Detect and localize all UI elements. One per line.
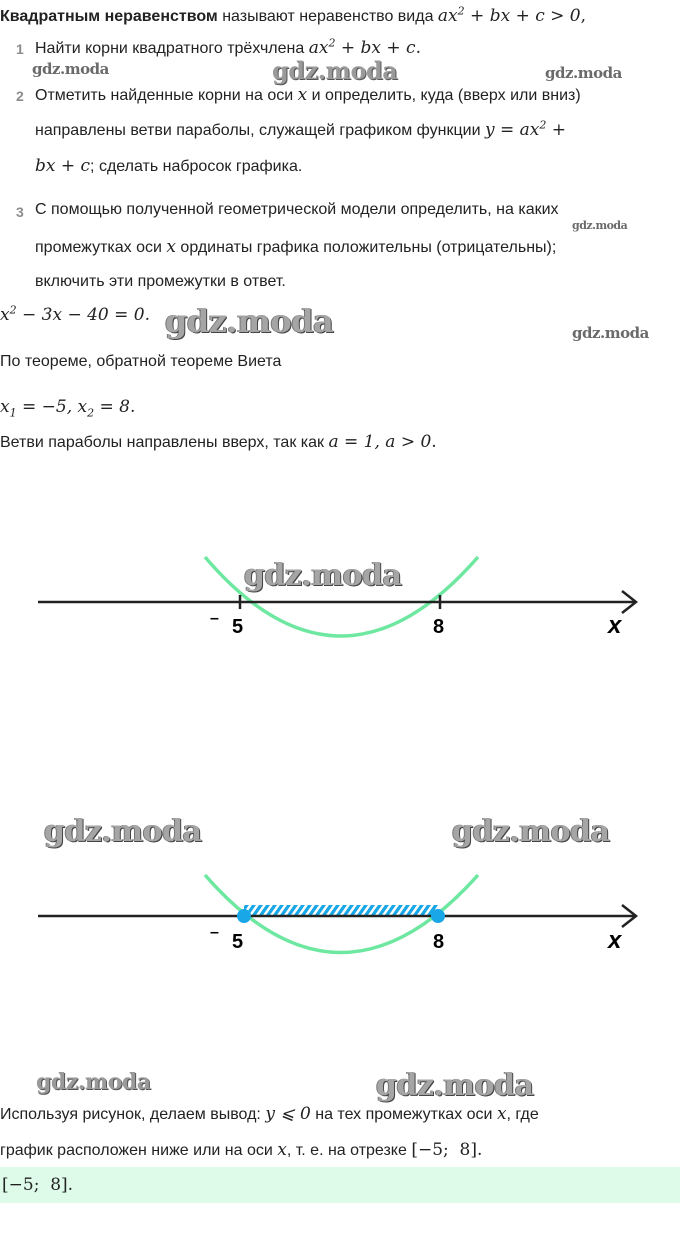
answer-box: [0, 1167, 680, 1203]
step-number-1: 1: [16, 41, 24, 57]
watermark: gdz.moda: [452, 814, 610, 849]
step-3-line-2: промежутках оси x ординаты графика положительны (отрицательны);: [35, 237, 557, 257]
step-number-3: 3: [16, 204, 24, 220]
number-line-figure-1: [0, 540, 680, 650]
minus-sign-label: –: [210, 610, 219, 627]
vieta-text: По теореме, обратной теореме Виета: [0, 353, 282, 370]
watermark: gdz.moda: [272, 56, 398, 85]
point-minus-5: [237, 909, 251, 923]
axis-label-x: x: [608, 612, 622, 639]
step-2-line-2: направлены ветви параболы, служащей графиком функции $y = ax^2$ +: [35, 118, 567, 140]
formula-inequality: $ax^2$ + bx + c > 0: [437, 4, 581, 26]
equation: $x^2 - 3x - 40 = 0$.: [0, 303, 151, 325]
root-right-label-2: 8: [433, 931, 445, 953]
minus-sign-label-2: –: [210, 924, 219, 941]
watermark: gdz.moda: [32, 60, 109, 78]
watermark: gdz.moda: [376, 1068, 534, 1103]
root-left-label: 5: [232, 616, 244, 638]
step-3-line-1: С помощью полученной геометрической модели определить, на каких: [35, 201, 559, 218]
conclusion-line-1: Используя рисунок, делаем вывод: y ⩽ 0 на тех промежутках оси x, где: [0, 1104, 539, 1124]
step-2-line-1: Отметить найденные корни на оси x и определить, куда (вверх или вниз): [35, 85, 581, 105]
definition-text: называют неравенство вида: [217, 8, 438, 25]
number-line-figure-2: [0, 855, 680, 965]
root-right-label: 8: [433, 616, 445, 638]
watermark: gdz.moda: [44, 814, 202, 849]
roots: $x_1 = -5$, $x_2 = 8$.: [0, 397, 136, 420]
definition-term: Квадратным неравенством: [0, 8, 218, 25]
formula-trinomial: $ax^2$ + bx + c: [308, 36, 416, 58]
step-1-text: Найти корни квадратного трёхчлена $ax^2$ + bx + c.: [35, 36, 421, 58]
watermark: gdz.moda: [545, 64, 622, 82]
watermark: gdz.moda: [244, 558, 402, 593]
step-2-line-3: bx + c; сделать набросок графика.: [35, 156, 303, 176]
root-left-label-2: 5: [232, 931, 244, 953]
definition-line: Квадратным неравенством называют неравенство вида $ax^2$ + bx + c > 0,: [0, 4, 587, 26]
answer-value: [−5; 8].: [2, 1175, 74, 1195]
watermark: gdz.moda: [165, 302, 334, 340]
watermark: gdz.moda: [572, 219, 628, 232]
point-8: [431, 909, 445, 923]
watermark: gdz.moda: [572, 324, 649, 342]
hatched-interval: [244, 905, 438, 916]
axis-label-x-2: x: [608, 927, 622, 954]
step-number-2: 2: [16, 88, 24, 104]
branches-text: Ветви параболы направлены вверх, так как a = 1, a > 0.: [0, 432, 437, 452]
conclusion-line-2: график расположен ниже или на оси x, т. е. на отрезке [−5; 8].: [0, 1140, 483, 1160]
watermark: gdz.moda: [36, 1069, 151, 1095]
step-3-line-3: включить эти промежутки в ответ.: [35, 273, 286, 290]
